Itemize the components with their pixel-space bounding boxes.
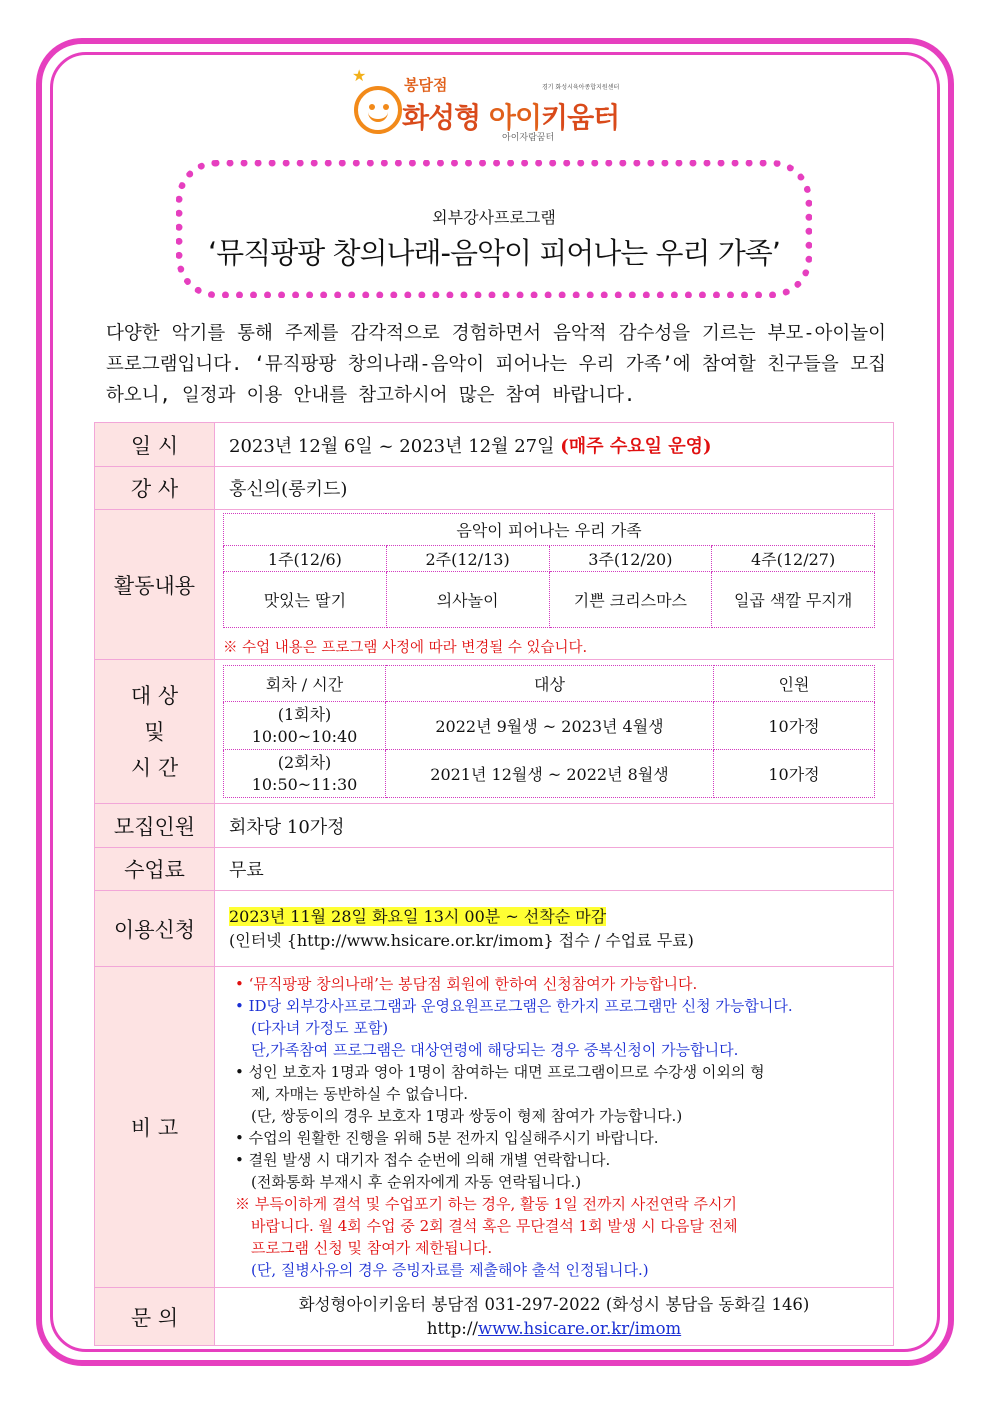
activity-table	[223, 513, 875, 628]
instructor-label: 강 사	[95, 467, 215, 510]
topic-2: 의사놀이	[386, 571, 549, 627]
remark-line-13: 프로그램 신청 및 참여가 제한됩니다.	[251, 1239, 493, 1257]
row-apply	[95, 891, 894, 967]
remark-line-12: 바랍니다. 월 4회 수업 중 2회 결석 혹은 무단결석 1회 발생 시 다음달 전체	[251, 1217, 738, 1235]
target-header-count: 인원	[714, 666, 875, 702]
row-schedule	[95, 423, 894, 467]
remark-line-5: • 성인 보호자 1명과 영아 1명이 참여하는 대면 프로그램이므로 수강생 이외의 형	[235, 1063, 765, 1081]
remark-line-8: • 수업의 원활한 진행을 위해 5분 전까지 입실해주시기 바랍니다.	[235, 1129, 659, 1147]
row-fee	[95, 848, 894, 891]
contact-label: 문 의	[95, 1288, 215, 1346]
target-cell	[215, 660, 894, 804]
target-row-1	[224, 702, 875, 750]
apply-method: (인터넷 {http://www.hsicare.or.kr/imom} 접수 / 수업료 무료)	[229, 930, 694, 950]
remarks-label: 비 고	[95, 967, 215, 1288]
row-activity	[95, 510, 894, 660]
target-table	[223, 665, 875, 798]
remark-line-14: (단, 질병사유의 경우 증빙자료를 제출해야 출석 인정됩니다.)	[251, 1261, 649, 1279]
target-count-2: 10가정	[714, 750, 875, 798]
topic-1: 맛있는 딸기	[224, 571, 387, 627]
remark-line-10: (전화통화 부재시 후 순위자에게 자동 연락됩니다.)	[251, 1173, 582, 1191]
logo-name: 화성형 아이키움터	[402, 101, 620, 134]
program-subtitle: 외부강사프로그램	[432, 208, 556, 227]
recruit-label: 모집인원	[95, 804, 215, 848]
remarks-cell	[215, 967, 894, 1288]
activity-cell	[215, 510, 894, 660]
remark-line-4: 단,가족참여 프로그램은 대상연령에 해당되는 경우 중복신청이 가능합니다.	[251, 1041, 739, 1059]
contact-info: 화성형아이키움터 봉담점 031-297-2022 (화성시 봉담읍 동화길 146)	[298, 1294, 810, 1314]
intro-paragraph: 다양한 악기를 통해 주제를 감각적으로 경험하면서 음악적 감수성을 기르는 부모-아이놀이 프로그램입니다. ‘뮤직팡팡 창의나래-음악이 피어나는 우리 가족’에 참여할 친구들을 모집하오니, 일정과 이용 안내를 참고하시어 많은 참여 바랍니다.	[106, 323, 886, 406]
apply-label: 이용신청	[95, 891, 215, 967]
title-box	[176, 160, 812, 298]
target-header-session: 회차 / 시간	[224, 666, 386, 702]
fee-value: 무료	[215, 848, 894, 891]
star-icon: ★	[352, 66, 367, 85]
week-3: 3주(12/20)	[549, 545, 712, 571]
row-instructor	[95, 467, 894, 510]
apply-value	[215, 891, 894, 967]
target-range-1: 2022년 9월생 ~ 2023년 4월생	[386, 702, 714, 750]
info-table	[94, 422, 894, 1346]
remark-line-1: • ‘뮤직팡팡 창의나래’는 봉담점 회원에 한하여 신청참여가 가능합니다.	[235, 975, 698, 993]
row-target	[95, 660, 894, 804]
schedule-note: (매주 수요일 운영)	[560, 435, 712, 457]
row-contact	[95, 1288, 894, 1346]
contact-cell	[215, 1288, 894, 1346]
website-link[interactable]: www.hsicare.or.kr/imom	[477, 1318, 682, 1338]
remark-line-9: • 결원 발생 시 대기자 접수 순번에 의해 개별 연락합니다.	[235, 1151, 611, 1169]
schedule-dates: 2023년 12월 6일 ~ 2023년 12월 27일	[229, 435, 555, 457]
logo-org: 경기 화성시육아종합지원센터	[542, 84, 620, 91]
target-count-1: 10가정	[714, 702, 875, 750]
target-range-2: 2021년 12월생 ~ 2022년 8월생	[386, 750, 714, 798]
apply-period: 2023년 11월 28일 화요일 13시 00분 ~ 선착순 마감	[229, 906, 607, 926]
row-remarks	[95, 967, 894, 1288]
week-1: 1주(12/6)	[224, 545, 387, 571]
target-row-2	[224, 750, 875, 798]
target-session-2: (2회차) 10:50~11:30	[224, 750, 386, 798]
activity-header: 음악이 피어나는 우리 가족	[224, 513, 875, 545]
remark-line-6: 제, 자매는 동반하실 수 없습니다.	[251, 1085, 468, 1103]
activity-note: ※ 수업 내용은 프로그램 사정에 따라 변경될 수 있습니다.	[223, 639, 588, 656]
logo	[352, 66, 652, 143]
target-session-1: (1회차) 10:00~10:40	[224, 702, 386, 750]
instructor-value: 홍신의(롱키드)	[215, 467, 894, 510]
logo-tagline: 아이자람꿈터	[502, 133, 555, 143]
remark-line-3: (다자녀 가정도 포함)	[251, 1019, 389, 1037]
fee-label: 수업료	[95, 848, 215, 891]
row-recruit	[95, 804, 894, 848]
topic-3: 기쁜 크리스마스	[549, 571, 712, 627]
program-title: ‘뮤직팡팡 창의나래-음악이 피어나는 우리 가족’	[207, 236, 781, 270]
week-4: 4주(12/27)	[712, 545, 875, 571]
logo-branch: 봉담점	[404, 76, 448, 94]
contact-url: http://www.hsicare.or.kr/imom	[426, 1318, 682, 1338]
smiley-face-icon	[354, 86, 402, 134]
topic-4: 일곱 색깔 무지개	[712, 571, 875, 627]
remark-line-2: • ID당 외부강사프로그램과 운영요원프로그램은 한가지 프로그램만 신청 가능합니다.	[235, 997, 793, 1015]
activity-label: 활동내용	[95, 510, 215, 660]
recruit-value: 회차당 10가정	[215, 804, 894, 848]
remark-line-7: (단, 쌍둥이의 경우 보호자 1명과 쌍둥이 형제 참여가 가능합니다.)	[251, 1107, 683, 1125]
schedule-value	[215, 423, 894, 467]
target-header-target: 대상	[386, 666, 714, 702]
remark-line-11: ※ 부득이하게 결석 및 수업포기 하는 경우, 활동 1일 전까지 사전연락 주시기	[235, 1195, 737, 1213]
schedule-label: 일 시	[95, 423, 215, 467]
week-2: 2주(12/13)	[386, 545, 549, 571]
target-label: 대 상 및 시 간	[95, 660, 215, 804]
